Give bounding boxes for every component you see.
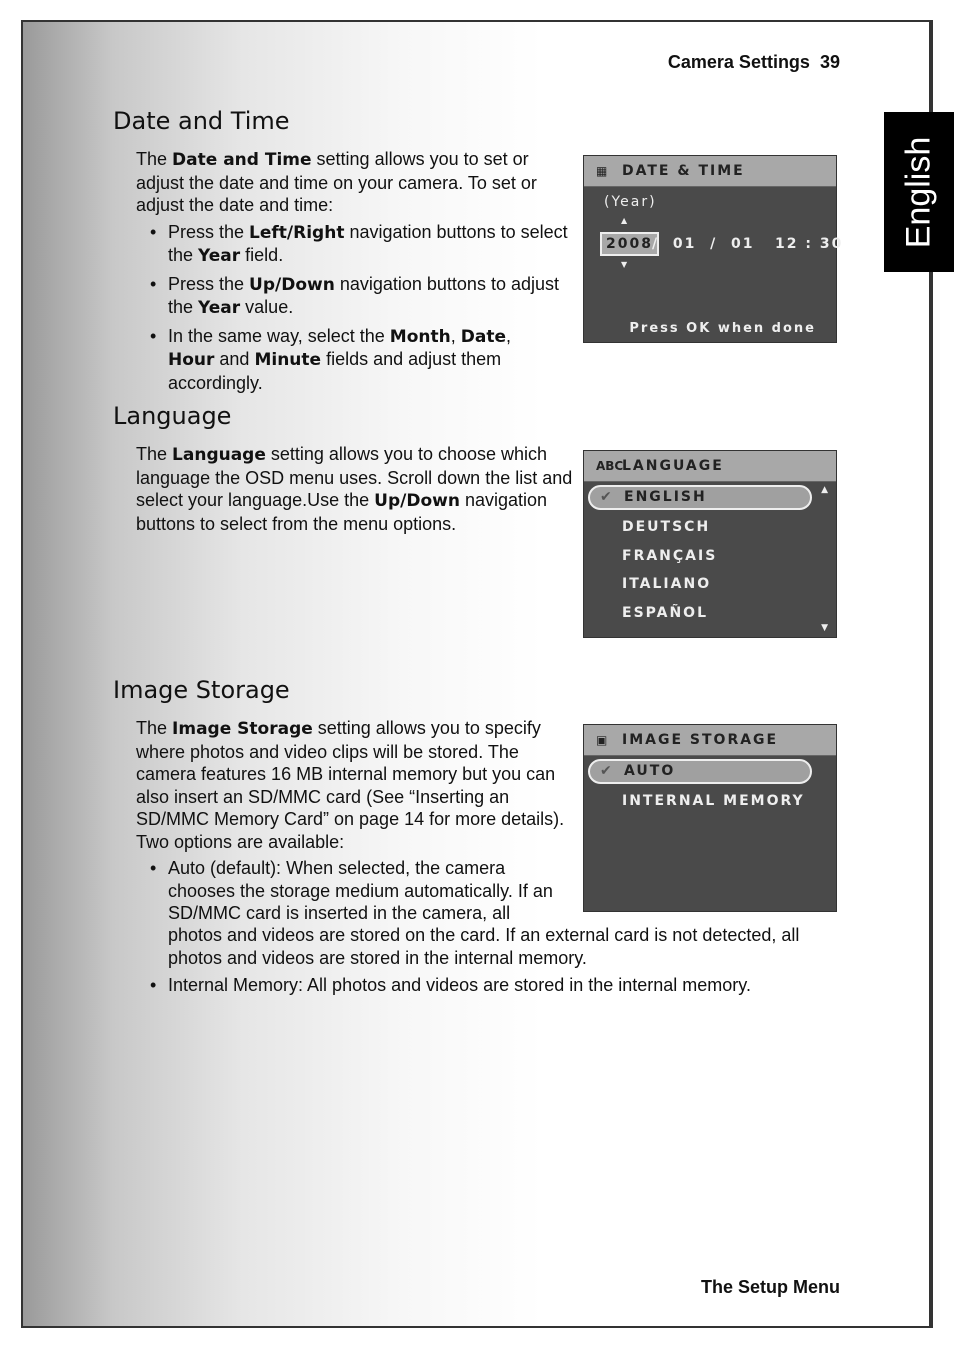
tab-divider [931, 20, 933, 112]
language-option[interactable]: ✔ ENGLISH [588, 485, 812, 510]
check-icon: ✔ [600, 489, 614, 505]
language-option[interactable]: ESPAÑOL [622, 604, 708, 621]
running-footer: The Setup Menu [701, 1277, 840, 1297]
language-tab-label: English [899, 136, 938, 248]
down-arrow-icon: ▼ [621, 260, 630, 269]
storage-body: The Image Storage setting allows you to specify where photos and video clips will be stored. The camera features 16 MB internal memory but you can also insert an SD/MMC card (See “Inserting an SD/MMC Memory Card” on page 14 for more details). Two options are available: • Auto (default): When selected, the camera chooses the storage medium automatically. If an SD/MMC card is inserted in the camera, all [136, 717, 576, 930]
list-item: • Press the Left/Right navigation buttons to select the Year field. [136, 221, 576, 268]
list-item: • Internal Memory: All photos and videos are stored in the internal memory. [136, 974, 858, 997]
up-arrow-icon: ▲ [621, 216, 630, 225]
storage-body-cont: photos and videos are stored on the card. If an external card is not detected, all photos and videos are stored in the internal memory. • Internal Memory: All photos and videos are stored in the internal memory. [168, 924, 858, 1002]
scroll-up-icon[interactable]: ▲ [821, 485, 830, 495]
list-item: • Press the Up/Down navigation buttons to adjust the Year value. [136, 273, 576, 320]
storage-option[interactable]: ✔ AUTO [588, 759, 812, 784]
scroll-down-icon[interactable]: ▼ [821, 623, 830, 633]
year-field[interactable]: 2008 [600, 232, 659, 256]
language-option[interactable]: DEUTSCH [622, 519, 711, 535]
running-header: Camera Settings 39 [667, 52, 840, 72]
language-body: The Language setting allows you to choose which language the OSD menu uses. Scroll down the list and select your language.Use the Up/Down navigation buttons to select from the menu options. [136, 444, 573, 534]
section-title-image-storage: Image Storage [113, 676, 290, 704]
storage-osd: ▣ IMAGE STORAGE ✔ AUTO INTERNAL MEMORY [583, 724, 837, 912]
section-title-date-time: Date and Time [113, 107, 290, 135]
storage-option[interactable]: INTERNAL MEMORY [622, 793, 805, 809]
check-icon: ✔ [600, 763, 614, 779]
section-title-language: Language [113, 402, 232, 430]
language-option[interactable]: ITALIANO [622, 576, 712, 592]
abc-icon: ABC [596, 459, 624, 473]
calendar-clock-icon: ▦ [596, 164, 608, 178]
date-time-body: The Date and Time setting allows you to set or adjust the date and time on your camera. To set or adjust the date and time: • Press the Left/Right navigation buttons to select the Year field. • Press the Up/Down navigation buttons to adjust the Year value. • In the same way, select the Month, Date, Hour and Minute fields and adjust them accordingly. [136, 148, 576, 399]
language-osd: ABC LANGUAGE ✔ ENGLISH DEUTSCH FRANÇAIS ITALIANO ESPAÑOL ▲ ▼ [583, 450, 837, 638]
list-item: • In the same way, select the Month, Date, Hour and Minute fields and adjust them accordingly. [136, 325, 576, 395]
date-time-osd: ▦ DATE & TIME (Year) ▲ 2008 / 01 / 01 12 : 30 ▼ Press OK when done [583, 155, 837, 343]
language-option[interactable]: FRANÇAIS [622, 547, 718, 564]
storage-icon: ▣ [596, 733, 608, 747]
list-item: • Auto (default): When selected, the camera chooses the storage medium automatically. If an SD/MMC card is inserted in the camera, all [136, 857, 576, 925]
tab-divider [931, 272, 933, 1328]
